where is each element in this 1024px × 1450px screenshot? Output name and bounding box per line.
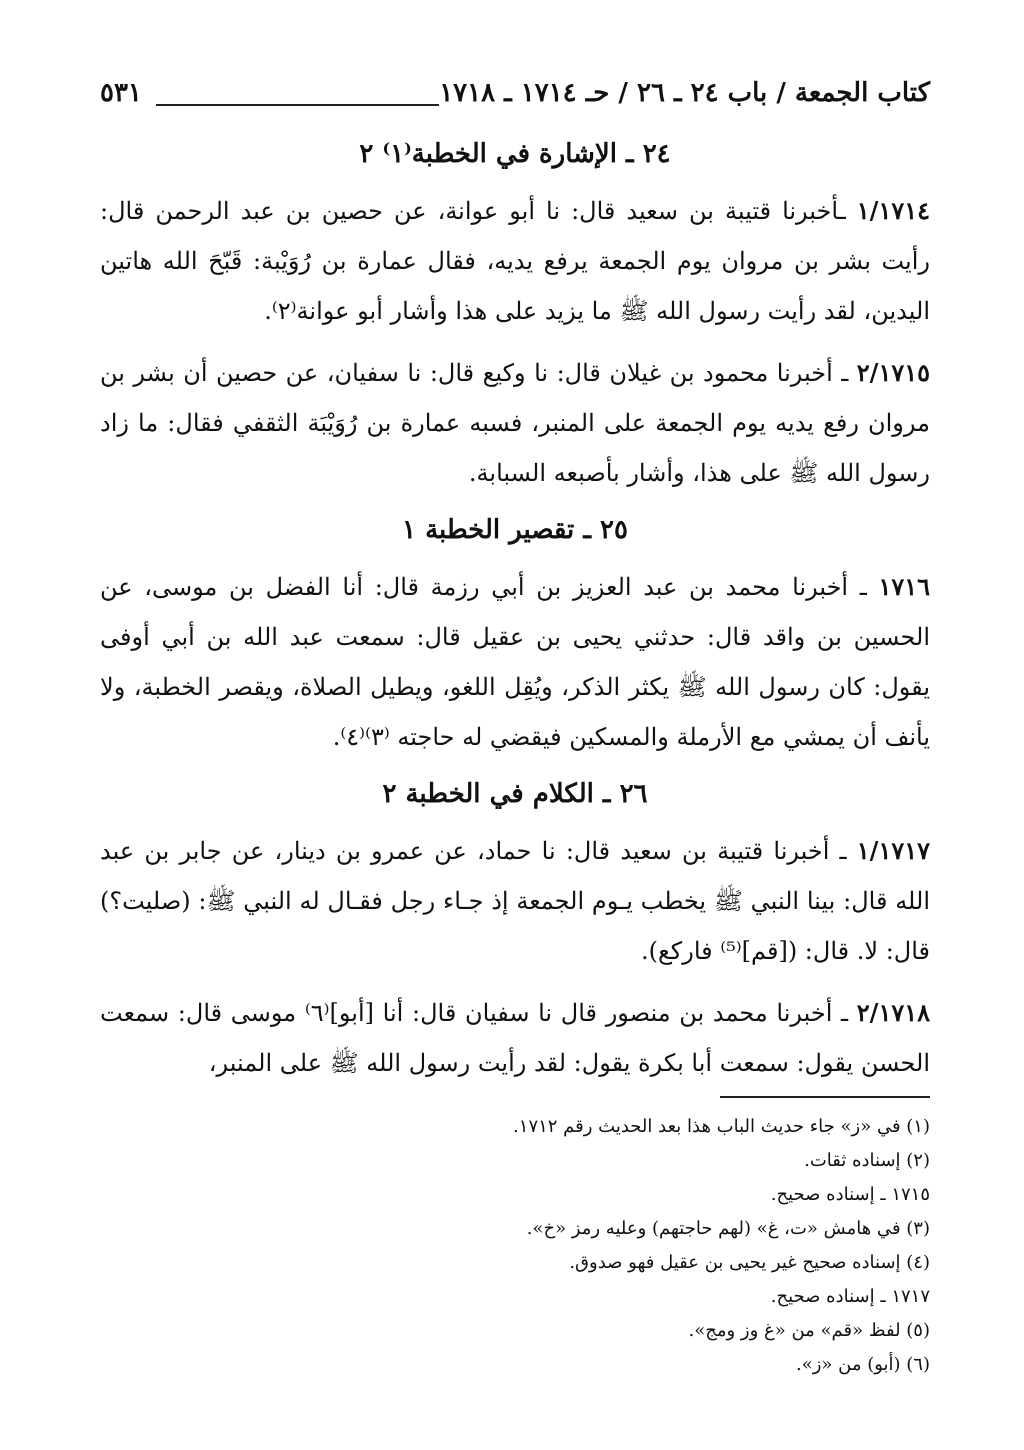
- hadith-number: ٢/١٧١٨: [856, 998, 930, 1027]
- footnote-item: ١٧١٥ ـ إسناده صحيح.: [770, 1184, 930, 1205]
- hadith-paragraph: [100, 186, 930, 336]
- footnote-item: (٣) في هامش «ت، غ» (لهم حاجتهم) وعليه رمز «خ».: [526, 1218, 930, 1239]
- hadith-paragraph: [100, 826, 930, 976]
- footnote-item: (٤) إسناده صحيح غير يحيى بن عقيل فهو صدوق.: [569, 1252, 930, 1273]
- hadith-paragraph: [100, 348, 930, 498]
- section-title: ٢٥ ـ تقصير الخطبة ١: [402, 515, 628, 545]
- hadith-text: ـ أخبرنا محمد بن عبد العزيز بن أبي رزمة قال: أنا الفضل بن موسى، عن الحسين بن واقد قال: حدثني يحيى بن عقيل قال: سمعت عبد الله بن أبي أوفى يقول: كان رسول الله ﷺ يكثر الذكر، ويُقِل اللغو، ويطيل الصلاة، ويقصر الخطبة، ولا يأنف أن يمشي مع الأرملة والمسكين فيقضي له حاجته ⁽٣⁾⁽٤⁾.: [100, 573, 931, 751]
- footnote-item: (٢) إسناده ثقات.: [804, 1150, 930, 1171]
- footnote-separator: [720, 1096, 930, 1098]
- footnote-item: (١) في «ز» جاء حديث الباب هذا بعد الحديث رقم ١٧١٢.: [513, 1116, 930, 1137]
- hadith-paragraph: [100, 988, 930, 1088]
- hadith-number: ٢/١٧١٥: [856, 358, 930, 387]
- hadith-text: ـ أخبرنا محمود بن غيلان قال: نا وكيع قال: نا سفيان، عن حصين أن بشر بن مروان رفع يديه يوم الجمعة على المنبر، فسبه عمارة بن رُوَيْبَة الثقفي فقال: ما زاد رسول الله ﷺ على هذا، وأشار بأصبعه السبابة.: [100, 359, 930, 487]
- page-number: ٥٣١: [100, 78, 148, 108]
- footnote-item: ١٧١٧ ـ إسناده صحيح.: [770, 1286, 930, 1307]
- footnote-item: (٥) لفظ «قم» من «غ وز ومج».: [688, 1320, 930, 1341]
- main-text: [100, 130, 930, 1100]
- hadith-number: ١/١٧١٤: [856, 196, 930, 225]
- footnote-item: (٦) (أبو) من «ز».: [795, 1354, 930, 1375]
- hadith-text: ـأخبرنا قتيبة بن سعيد قال: نا أبو عوانة، عن حصين بن عبد الرحمن قال: رأيت بشر بن مروان يوم الجمعة يرفع يديه، فقال عمارة بن رُوَيْبة: قَبّحَ الله هاتين اليدين، لقد رأيت رسول الله ﷺ ما يزيد على هذا وأشار أبو عوانة⁽٢⁾.: [100, 197, 930, 325]
- section-title: ٢٤ ـ الإشارة في الخطبة⁽١⁾ ٢: [359, 139, 671, 169]
- header-title: كتاب الجمعة / باب ٢٤ ـ ٢٦ / حـ ١٧١٤ ـ ١٧١٨: [439, 78, 930, 108]
- hadith-text: ـ أخبرنا محمد بن منصور قال نا سفيان قال: أنا [أبو]⁽٦⁾ موسى قال: سمعت الحسن يقول: سمعت أبا بكرة يقول: لقد رأيت رسول الله ﷺ على المنبر،: [100, 999, 930, 1077]
- hadith-text: ـ أخبرنا قتيبة بن سعيد قال: نا حماد، عن عمرو بن دينار، عن جابر بن عبد الله قال: بينا النبي ﷺ يخطب يـوم الجمعة إذ جـاء رجل فقـال له النبي ﷺ: (صليت؟) قال: لا. قال: ([قم]⁽⁵⁾ فاركع).: [100, 837, 930, 965]
- footnotes: [100, 1110, 930, 1382]
- section-title: ٢٦ ـ الكلام في الخطبة ٢: [382, 779, 648, 809]
- hadith-number: ١/١٧١٧: [856, 836, 930, 865]
- running-header: [100, 78, 930, 118]
- hadith-paragraph: [100, 562, 930, 762]
- hadith-number: ١٧١٦: [878, 572, 930, 601]
